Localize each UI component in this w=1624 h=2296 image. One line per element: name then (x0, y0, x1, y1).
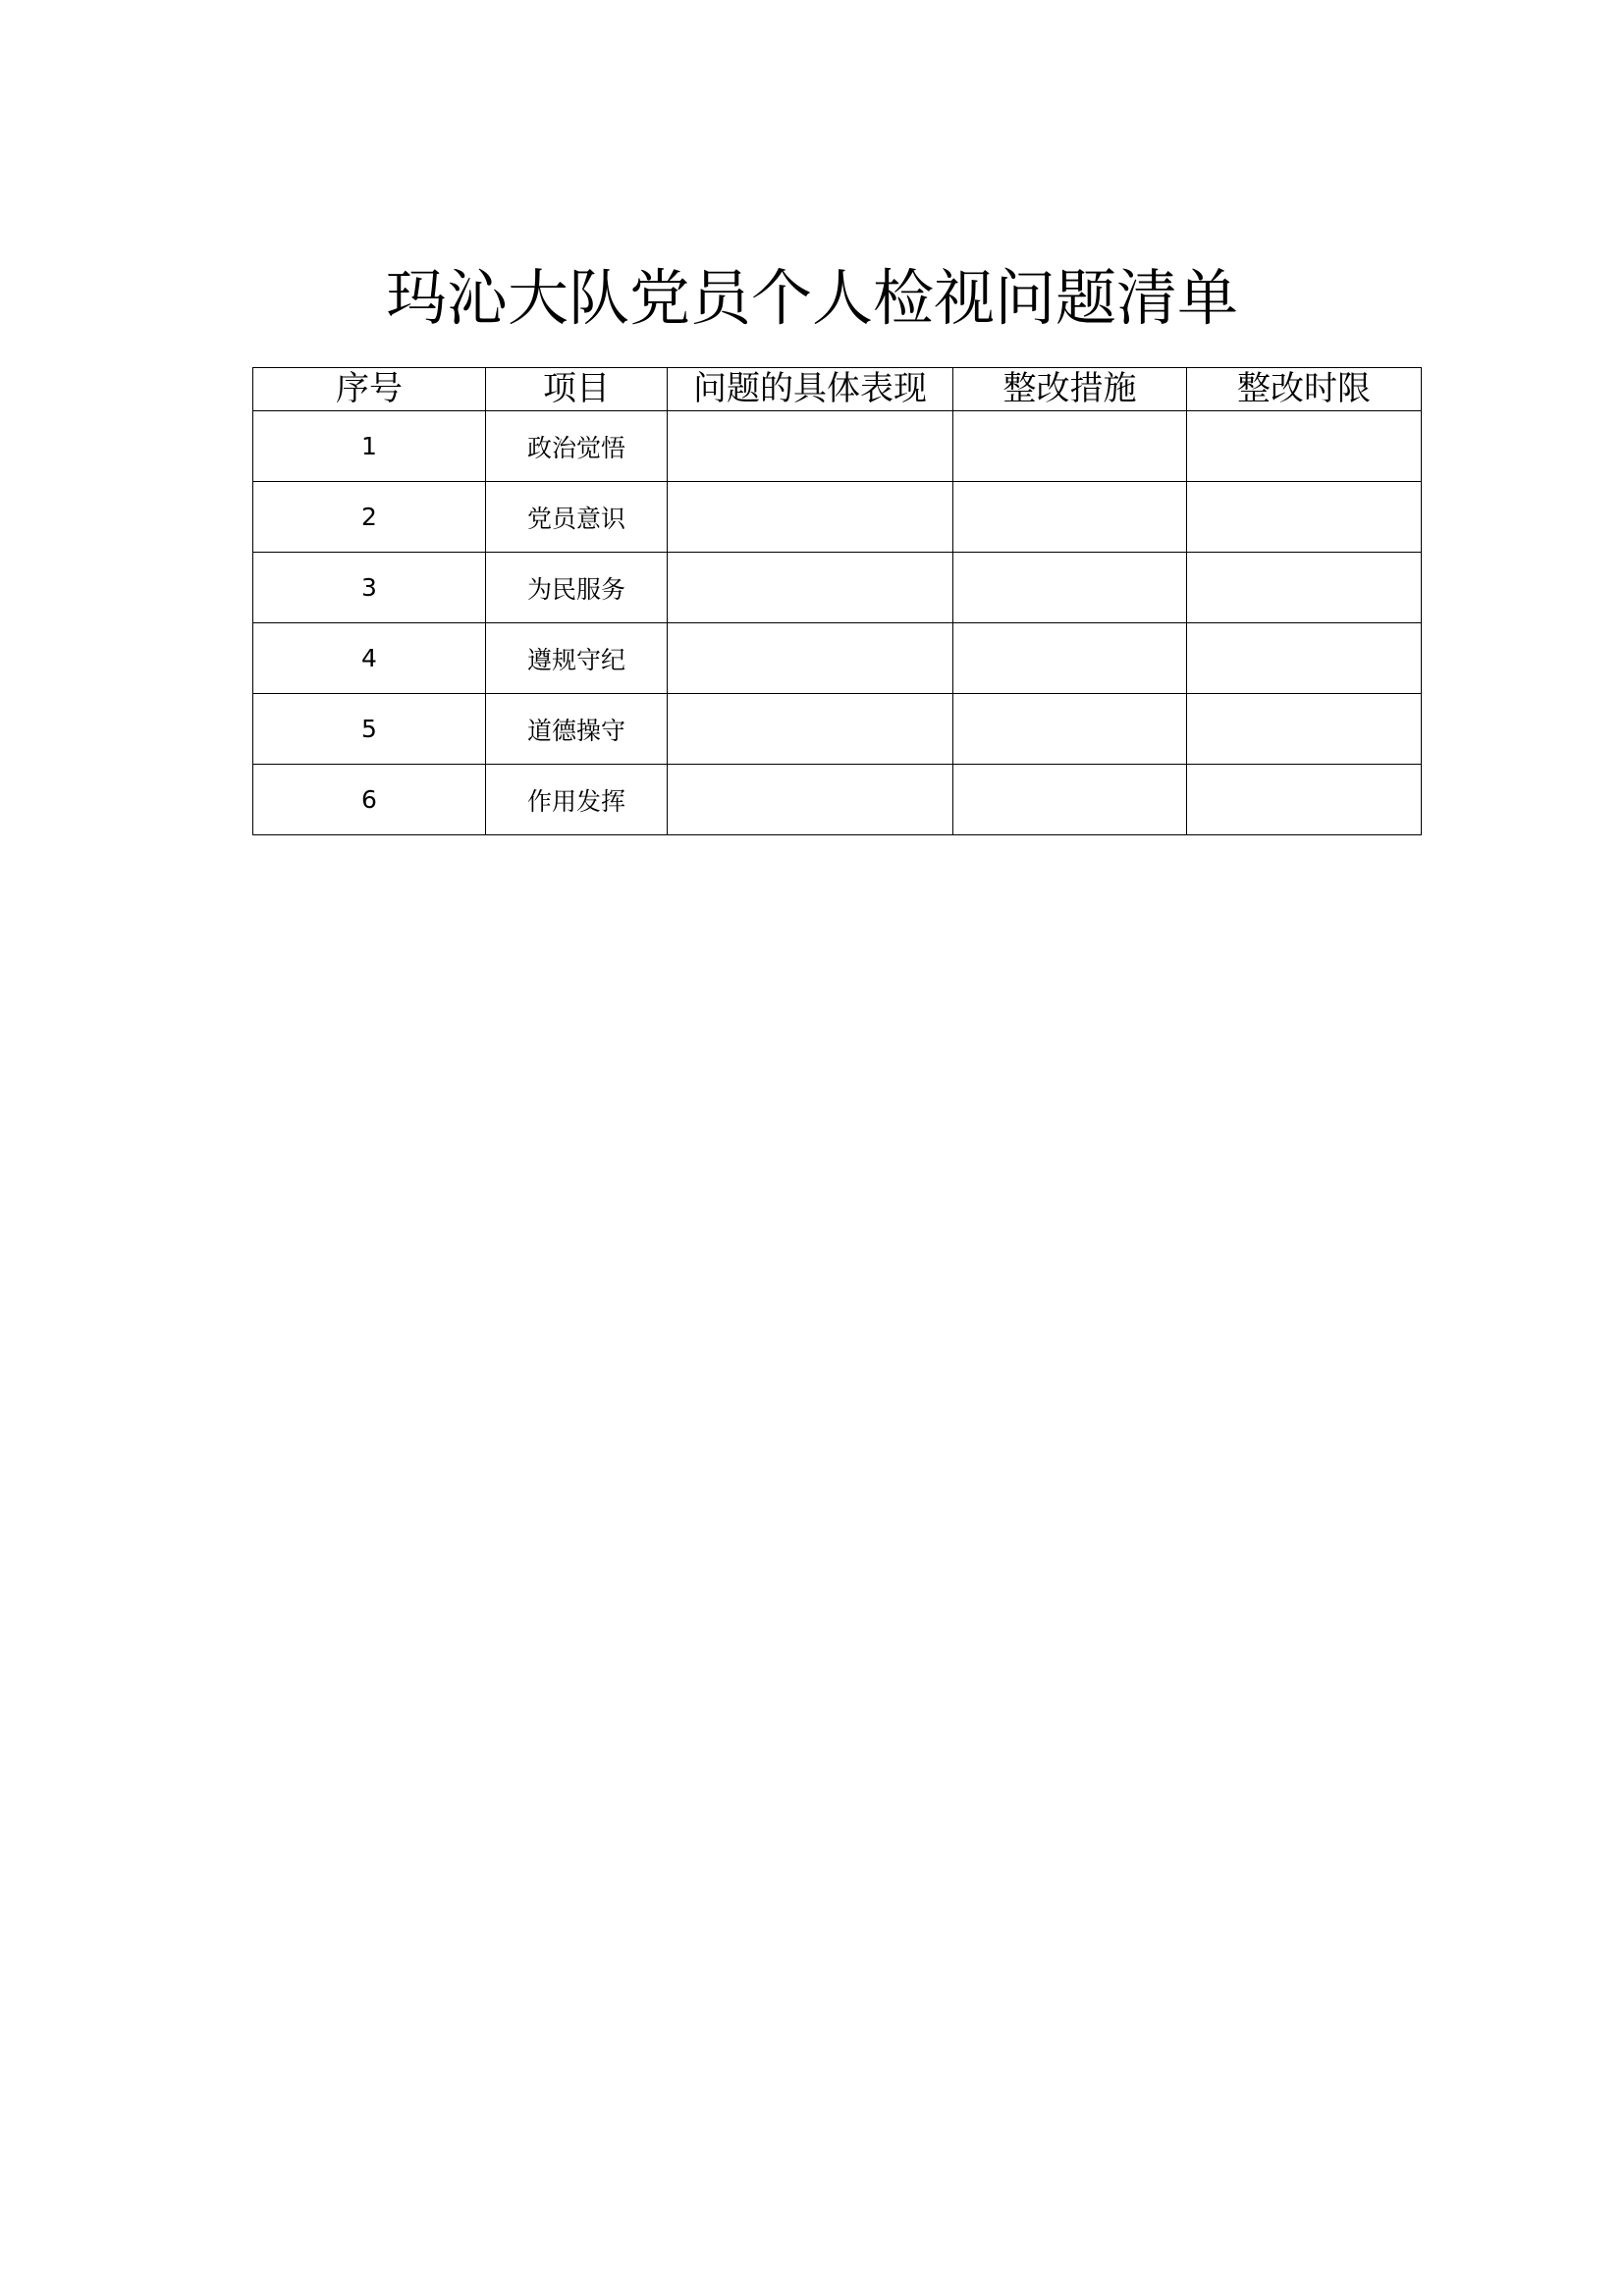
table-row (253, 553, 1422, 623)
deadline-cell[interactable] (1187, 553, 1422, 623)
deadline-cell[interactable] (1187, 623, 1422, 694)
problem-cell[interactable] (668, 482, 953, 553)
measure-cell[interactable] (953, 411, 1187, 482)
problem-cell[interactable] (668, 765, 953, 835)
problem-cell[interactable] (668, 694, 953, 765)
page-title: 玛沁大队党员个人检视问题清单 (385, 261, 1238, 334)
measure-cell[interactable] (953, 623, 1187, 694)
item-cell: 党员意识 (486, 482, 668, 553)
serial-number-cell: 4 (253, 623, 486, 694)
measure-cell[interactable] (953, 694, 1187, 765)
header-rectification-measures: 整改措施 (953, 368, 1187, 411)
measure-cell[interactable] (953, 553, 1187, 623)
problem-cell[interactable] (668, 623, 953, 694)
table-row (253, 765, 1422, 835)
header-problem-description: 问题的具体表现 (668, 368, 953, 411)
serial-number-cell: 3 (253, 553, 486, 623)
table-row (253, 482, 1422, 553)
header-item: 项目 (486, 368, 668, 411)
problem-cell[interactable] (668, 411, 953, 482)
serial-number-cell: 5 (253, 694, 486, 765)
item-cell: 政治觉悟 (486, 411, 668, 482)
item-cell: 道德操守 (486, 694, 668, 765)
measure-cell[interactable] (953, 765, 1187, 835)
serial-number-cell: 6 (253, 765, 486, 835)
serial-number-cell: 2 (253, 482, 486, 553)
table-row (253, 623, 1422, 694)
table-header-row (253, 368, 1422, 411)
problem-cell[interactable] (668, 553, 953, 623)
measure-cell[interactable] (953, 482, 1187, 553)
header-rectification-deadline: 整改时限 (1187, 368, 1422, 411)
deadline-cell[interactable] (1187, 482, 1422, 553)
serial-number-cell: 1 (253, 411, 486, 482)
deadline-cell[interactable] (1187, 411, 1422, 482)
table-row (253, 694, 1422, 765)
item-cell: 作用发挥 (486, 765, 668, 835)
deadline-cell[interactable] (1187, 694, 1422, 765)
deadline-cell[interactable] (1187, 765, 1422, 835)
problem-checklist-table (252, 367, 1422, 835)
header-serial-number: 序号 (253, 368, 486, 411)
table-row (253, 411, 1422, 482)
item-cell: 为民服务 (486, 553, 668, 623)
item-cell: 遵规守纪 (486, 623, 668, 694)
